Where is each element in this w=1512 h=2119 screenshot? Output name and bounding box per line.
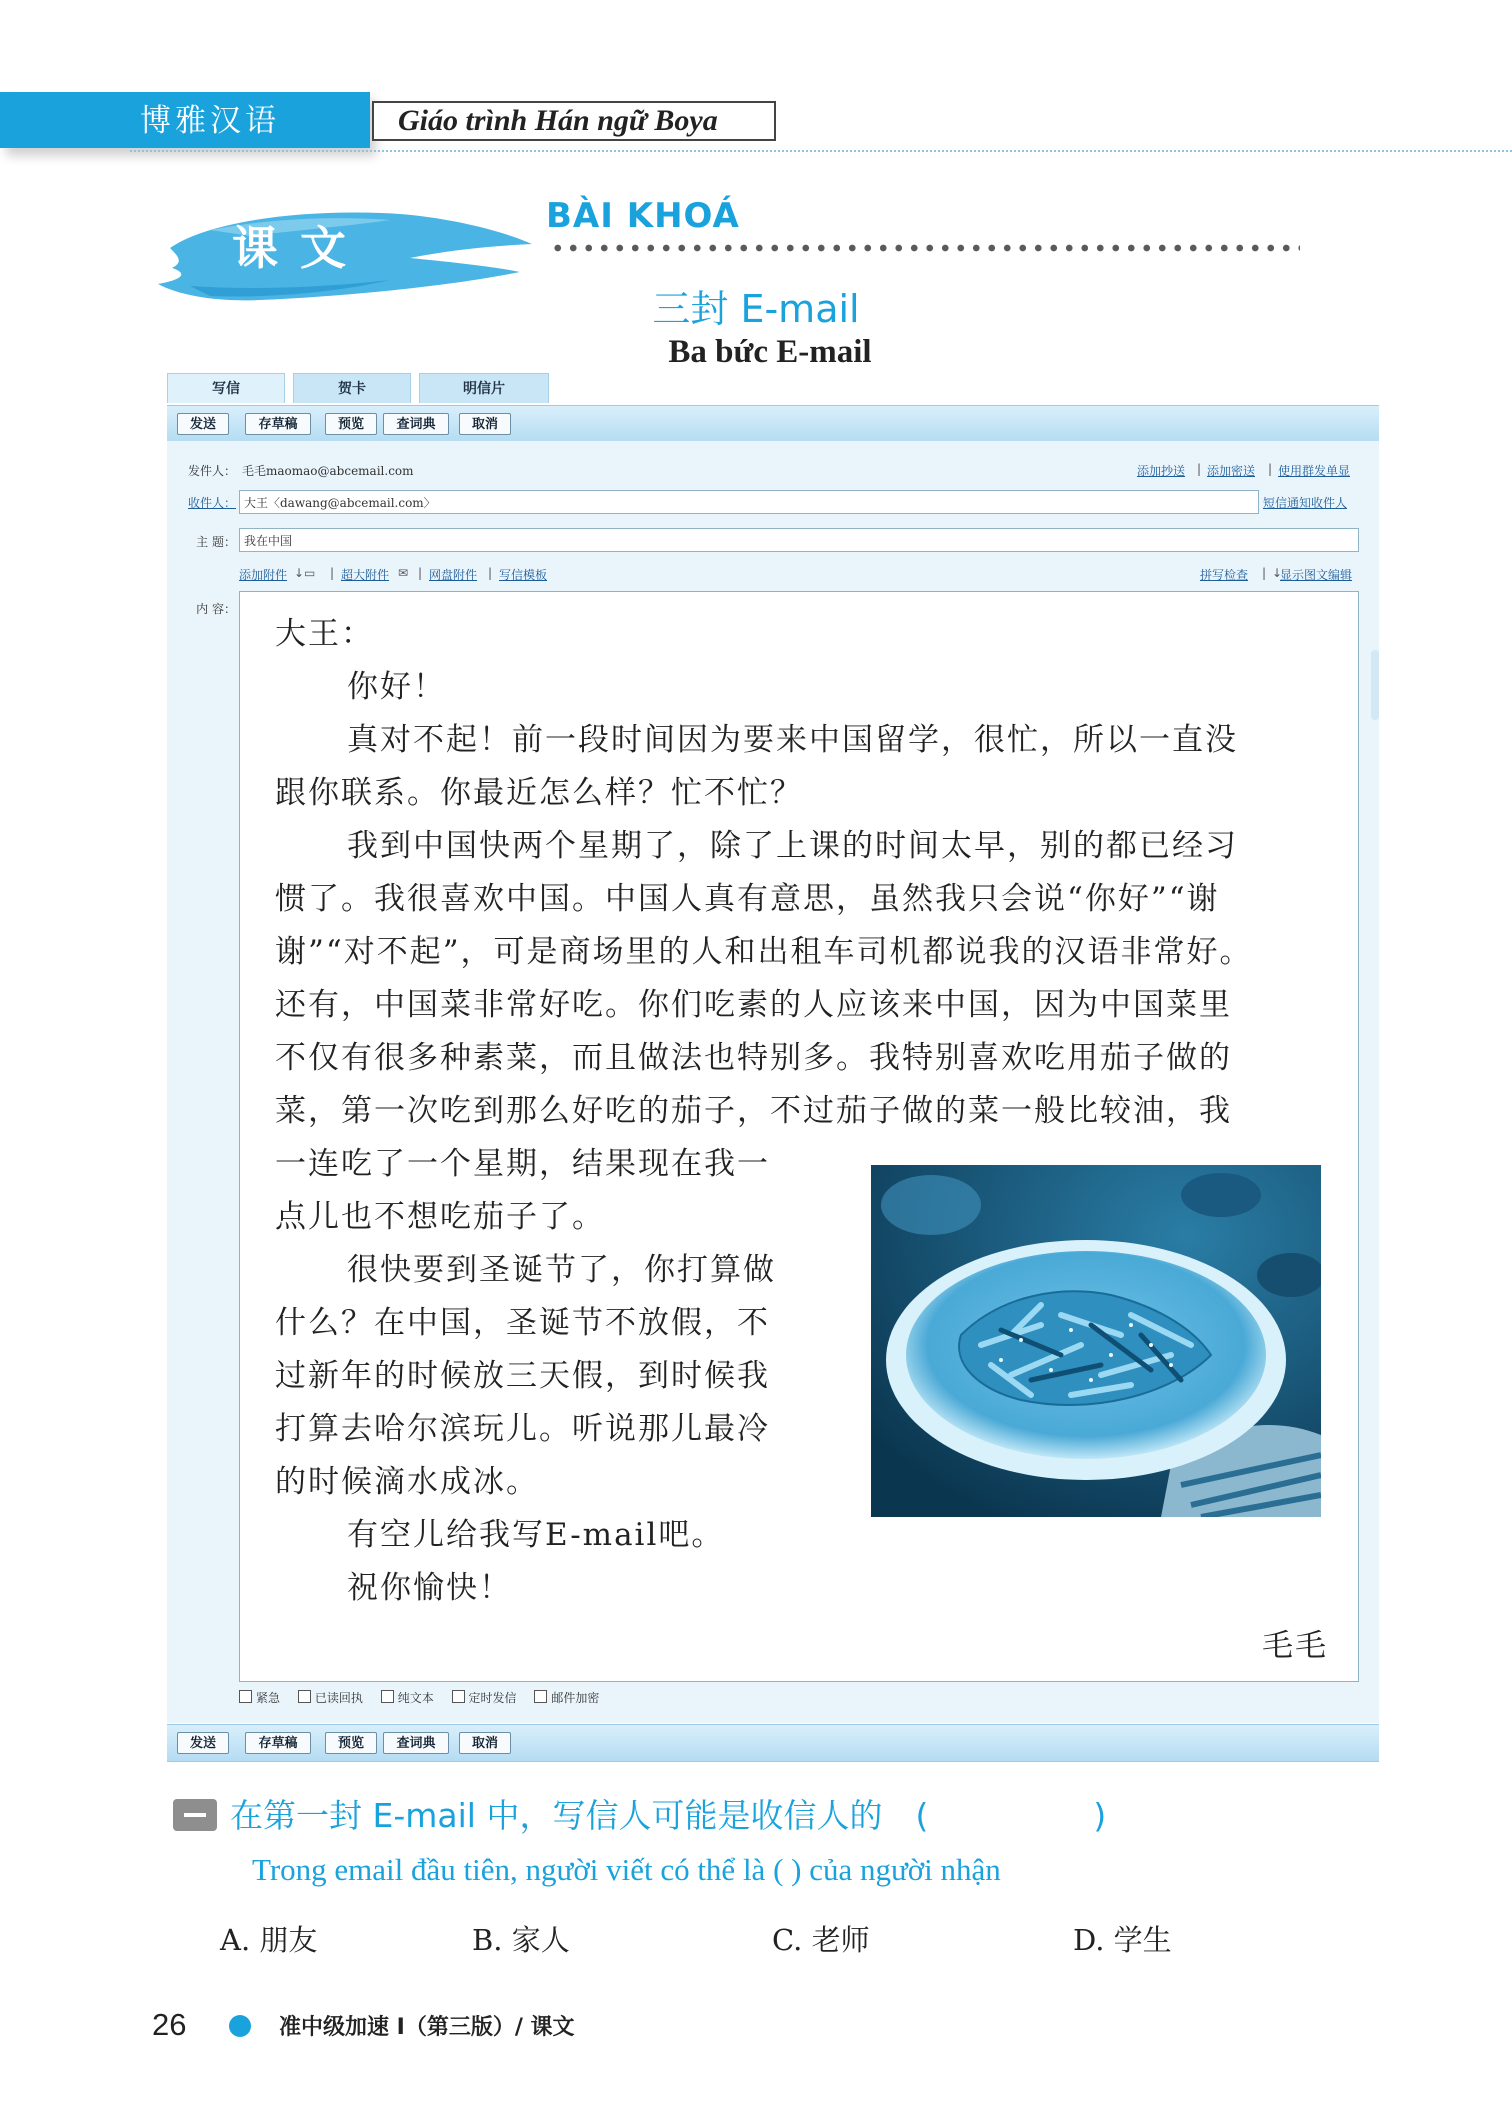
page-number: 26: [152, 2007, 187, 2042]
letter-signature: 毛毛: [1262, 1628, 1328, 1664]
from-value: 毛毛maomao@abcemail.com: [242, 464, 414, 478]
send-button[interactable]: 发送: [177, 1732, 229, 1754]
template-link[interactable]: 写信模板: [499, 568, 548, 582]
scheduled-send-checkbox[interactable]: 定时发信: [452, 1689, 517, 1706]
question-cn: 在第一封 E-mail 中，写信人可能是收信人的 ( ): [230, 1796, 1107, 1835]
subject-input[interactable]: 我在中国: [239, 528, 1359, 552]
letter-line: 一连吃了一个星期，结果现在我一: [275, 1146, 770, 1182]
tab-postcard[interactable]: 明信片: [419, 373, 549, 403]
dictionary-button[interactable]: 查词典: [383, 413, 449, 435]
bottom-toolbar: [167, 1724, 1379, 1762]
letter-greeting: 大王：: [275, 616, 374, 652]
content-label: 内 容：: [196, 602, 236, 616]
to-label[interactable]: 收件人：: [187, 496, 236, 510]
tab-compose[interactable]: 写信: [167, 373, 285, 403]
letter-line: 谢”“对不起”，可是商场里的人和出租车司机都说我的汉语非常好。: [275, 934, 1253, 970]
letter-line: 很快要到圣诞节了，你打算做: [347, 1252, 776, 1288]
option-d[interactable]: D. 学生: [1073, 1923, 1172, 1957]
section-divider: [550, 244, 1300, 252]
mail-icon: ✉: [398, 566, 409, 580]
letter-line: 点儿也不想吃茄子了。: [275, 1199, 605, 1235]
letter-line: 我到中国快两个星期了，除了上课的时间太早，别的都已经习: [347, 828, 1238, 864]
letter-closing: 祝你愉快！: [347, 1570, 512, 1606]
letter-line: 跟你联系。你最近怎么样？忙不忙？: [275, 775, 803, 811]
from-label: 发件人：: [187, 464, 236, 478]
dictionary-button[interactable]: 查词典: [383, 1732, 449, 1754]
subject-label: 主 题：: [196, 535, 236, 549]
urgent-checkbox[interactable]: 紧急: [239, 1689, 280, 1706]
preview-button[interactable]: 预览: [325, 1732, 377, 1754]
book-title: 准中级加速 I（第三版）/ 课文: [279, 2015, 575, 2040]
section-title-vn: BÀI KHOÁ: [546, 196, 740, 236]
group-send-link[interactable]: 使用群发单显: [1278, 464, 1351, 478]
add-cc-link[interactable]: 添加抄送: [1137, 464, 1186, 478]
letter-line: 的时候滴水成冰。: [275, 1464, 539, 1500]
letter-line: 菜，第一次吃到那么好吃的茄子，不过茄子做的菜一般比较油，我: [275, 1093, 1232, 1129]
bullet-icon: [229, 2015, 251, 2037]
top-toolbar: [167, 405, 1379, 443]
send-button[interactable]: 发送: [177, 413, 229, 435]
add-attachment-link[interactable]: 添加附件: [239, 568, 288, 582]
option-a[interactable]: A. 朋友: [220, 1923, 318, 1957]
letter-line: 还有，中国菜非常好吃。你们吃素的人应该来中国，因为中国菜里: [275, 987, 1232, 1023]
letter-line: 有空儿给我写E-mail吧。: [347, 1517, 725, 1553]
plain-text-checkbox[interactable]: 纯文本: [381, 1689, 434, 1706]
series-title-cn: 博雅汉语: [140, 103, 280, 139]
attachment-icon: ↓▭: [294, 566, 316, 580]
lesson-title-vn: Ba bức E-mail: [668, 334, 872, 370]
tab-card[interactable]: 贺卡: [293, 373, 411, 403]
letter-line: 不仅有很多种素菜，而且做法也特别多。我特别喜欢吃用茄子做的: [275, 1040, 1232, 1076]
spell-check-link[interactable]: 拼写检查: [1200, 568, 1249, 582]
section-title-cn: 课文: [232, 221, 368, 275]
header-divider: [130, 150, 1512, 152]
letter-line: 真对不起！前一段时间因为要来中国留学，很忙，所以一直没: [347, 722, 1238, 758]
options-row: [239, 1689, 613, 1709]
letter-line: 惯了。我很喜欢中国。中国人真有意思，虽然我只会说“你好”“谢: [275, 881, 1220, 917]
save-draft-button[interactable]: 存草稿: [245, 1732, 311, 1754]
question-vn: Trong email đầu tiên, người viết có thể là ( ) của người nhận: [252, 1852, 1001, 1887]
to-input[interactable]: 大王〈dawang@abcemail.com〉: [239, 490, 1259, 514]
question-number-badge: [173, 1799, 217, 1831]
letter-line: 什么？在中国，圣诞节不放假，不: [275, 1305, 770, 1341]
encrypt-checkbox[interactable]: 邮件加密: [534, 1689, 599, 1706]
letter-line: 你好！: [347, 669, 446, 705]
letter-line: 打算去哈尔滨玩儿。听说那儿最冷: [275, 1411, 770, 1447]
preview-button[interactable]: 预览: [325, 413, 377, 435]
eggplant-dish-image: [871, 1165, 1321, 1517]
option-c[interactable]: C. 老师: [772, 1923, 870, 1957]
save-draft-button[interactable]: 存草稿: [245, 413, 311, 435]
read-receipt-checkbox[interactable]: 已读回执: [298, 1689, 363, 1706]
option-b[interactable]: B. 家人: [472, 1923, 570, 1957]
large-attachment-link[interactable]: 超大附件: [341, 568, 390, 582]
add-bcc-link[interactable]: 添加密送: [1207, 464, 1256, 478]
cloud-attachment-link[interactable]: 网盘附件: [429, 568, 478, 582]
sms-notify-link[interactable]: 短信通知收件人: [1263, 496, 1348, 510]
series-title-vn: Giáo trình Hán ngữ Boya: [398, 104, 718, 137]
cancel-button[interactable]: 取消: [459, 413, 511, 435]
lesson-title-cn: 三封 E-mail: [652, 287, 860, 331]
cancel-button[interactable]: 取消: [459, 1732, 511, 1754]
rich-text-link[interactable]: 显示图文编辑: [1280, 568, 1353, 582]
letter-line: 过新年的时候放三天假，到时候我: [275, 1358, 770, 1394]
scroll-handle[interactable]: [1371, 650, 1379, 720]
